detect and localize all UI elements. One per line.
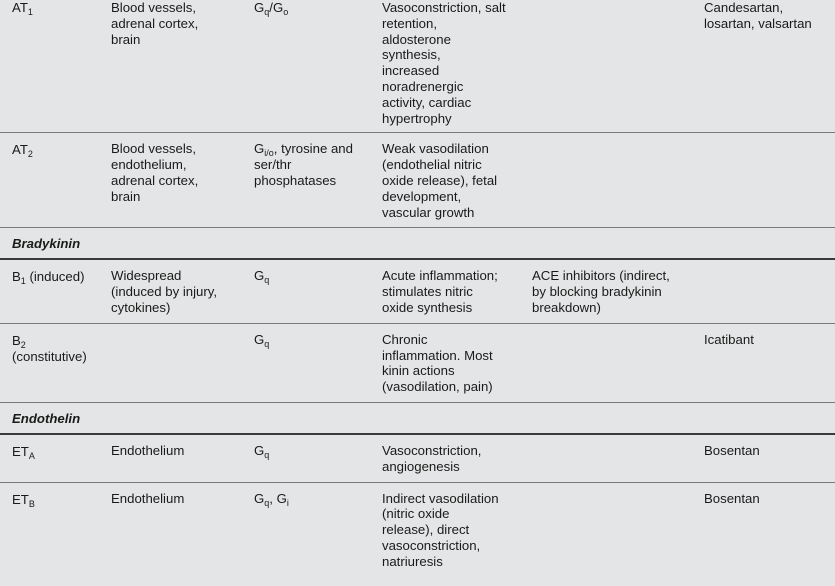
table-row [0,0,835,133]
table-row [0,482,835,576]
receptor-name: $AT_2$ [0,133,111,228]
effects-cell: Weak vasodilation (endothelial nitric oxide release), fetal development, vascular growth [382,133,532,228]
antagonist-cell: Bosentan [704,482,835,576]
agonist-cell [532,133,704,228]
effects-cell: Acute inflammation; stimulates nitric oxide synthesis [382,259,532,323]
distribution-cell: Blood vessels, endothelium, adrenal cortex, brain [111,133,254,228]
section-header [0,402,835,434]
receptor-name: $ET_A$ [0,434,111,482]
receptor-name: $AT_1$ [12,0,33,17]
table-row [0,434,835,482]
antagonist-cell [704,259,835,323]
receptor-name: $B_1$ (induced) [0,259,111,323]
g-protein-cell: $G_q$ [254,259,382,323]
distribution-cell: Widespread (induced by injury, cytokines) [111,259,254,323]
agonist-cell [532,434,704,482]
receptor-name: $B_2$ (constitutive) [0,323,111,402]
antagonist-cell: Icatibant [704,323,835,402]
agonist-cell: ACE inhibitors (indirect, by blocking bradykinin breakdown) [532,259,704,323]
antagonist-cell [704,133,835,228]
distribution-cell: Blood vessels, adrenal cortex, brain [111,0,199,47]
section-title: Bradykinin [0,228,835,260]
effects-cell: Vasoconstriction, salt retention, aldosterone synthesis, increased noradrenergic activity, cardiac hypertrophy [382,0,506,126]
section-header [0,228,835,260]
effects-cell: Indirect vasodilation (nitric oxide release), direct vasoconstriction, natriuresis [382,482,532,576]
distribution-cell: Endothelium [111,434,254,482]
antagonist-cell: Bosentan [704,434,835,482]
g-protein-cell: $G_q$, $G_i$ [254,482,382,576]
g-protein-cell: $G_{i/o}$, tyrosine and ser/thr phosphatases [254,133,382,228]
table-row [0,323,835,402]
agonist-cell [532,323,704,402]
g-protein-cell: $G_q$ [254,434,382,482]
receptor-name: $ET_B$ [0,482,111,576]
g-protein-cell: $G_q$ [254,323,382,402]
effects-cell: Chronic inflammation. Most kinin actions (vasodilation, pain) [382,323,532,402]
distribution-cell: Endothelium [111,482,254,576]
distribution-cell [111,323,254,402]
table-row [0,133,835,228]
section-title: Endothelin [0,402,835,434]
table-row [0,259,835,323]
g-protein-cell: $G_q/G_o$ [254,0,289,17]
effects-cell: Vasoconstriction, angiogenesis [382,434,532,482]
antagonist-cell: Candesartan, losartan, valsartan [704,0,812,31]
agonist-cell [532,482,704,576]
agonist-cell [532,0,704,133]
